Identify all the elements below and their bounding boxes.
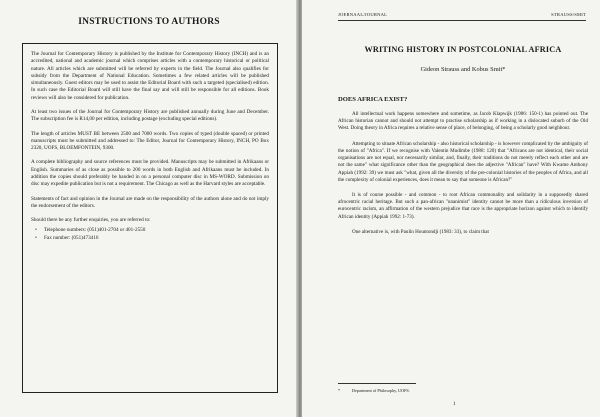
right-page (302, 0, 600, 417)
instructions-paragraph-6: Should there be any further enquiries, you are referred to: (31, 217, 151, 224)
left-page (0, 0, 298, 417)
footnote-rule (338, 383, 416, 384)
instructions-paragraph-5: Statements of fact and opinion in the Journal are made on the responsibility of the authors alone and do not imply the endorsement of the editors. (31, 195, 269, 209)
contact-item-fax (35, 235, 269, 243)
footnote-mark: * (338, 388, 341, 393)
page-number: 1 (453, 402, 456, 407)
body-paragraph-2: Attempting to situate African scholarship - also historical scholarship - is however complicated by the ambiguity of the notion of "Africa". If we recognise with Valentin Mudimbe (1988: 120) that "Africans are not identical, their social organisations are not equal, nor necessarily similar, and, finally, their traditions do not merely reflect each other and are not the same" what significance other than the geographical does the adjective "African" have? With Kwame Anthony Appiah (1992: 39) we must ask "what, given all the diversity of the pre-colonial histories of the peoples of Africa, and all the complexity of colonial experiences, does it mean to say that someone is African?" (338, 140, 588, 183)
instructions-title: INSTRUCTIONS TO AUTHORS (78, 17, 220, 27)
running-header-left: JOERNAAL/JOURNAL (338, 12, 388, 17)
body-paragraph-4: One alternative is, with Paulin Hountondji (1983: 33), to claim that (352, 228, 489, 235)
instructions-paragraph-3: The length of articles MUST BE between 2500 and 7000 words. Two copies of typed (double spaced) or printed manuscripts must be submitted and addressed to: The Editor, Journal for Contemporary History, INCH, PO Box 2320, UOFS, BLOEMFONTEIN, 9300. (31, 130, 269, 152)
running-header-right: STRAUSS/SMIT (551, 12, 586, 17)
instructions-paragraph-1: The Journal for Contemporary History is published by the Institute for Contemporary History (INCH) and is an accredited, national and academic journal which comprises articles with a contemporary historical or political nature. All articles which are submitted will be referred by experts in the field. The Journal also qualifies for subsidy from the Department of National Education. Sometimes a few related articles will be published simultaneously. Guest editors may be used to assist the Editorial Board with such a targeted (specialised) edition. In such case the Editorial Board will still have the final say and will still be responsible for all editions. Book reviews will also be considered for publication. (31, 51, 269, 101)
instructions-box (22, 43, 278, 393)
instructions-paragraph-2: At least two issues of the Journal for Contemporary History are published annually during June and December. The subscription fee is R14,00 per edition, including postage (excluding special editions). (31, 108, 269, 123)
footnote-text: Department of Philosophy, UOFS. (352, 388, 410, 393)
bullet-icon: • (35, 227, 37, 234)
telephone-text: Telephone numbers: (051)401-2704 or 401-2550 (44, 227, 146, 234)
body-paragraph-1: All intellectual work happens somewhere and sometime, as Jacob Klapwijk (1986: 150-1) has pointed out. The African historian cannot and should not attempt to practise scholarship as if working in a dislocated suburb of the Old West. Doing theory in Africa requires a relative sense of place, of belonging, of being a scholarly good neighbour. (338, 111, 588, 132)
contact-list (35, 227, 269, 242)
body-paragraph-3: It is of course possible - and common - to root African commonality and solidarity in a supposedly shared afrocentric racial heritage. But such a pan-african "unanimist" identity cannot be more than a ridiculous inversion of eurocentric racism, an affirmation of the western prejudice that race is the appropriate horizon against which to identify African identity (Appiah 1992: 1-73). (338, 191, 588, 220)
article-body (338, 111, 588, 244)
footnote (338, 388, 410, 393)
contact-item-telephone (35, 227, 269, 235)
instructions-paragraph-4: A complete bibliography and source references must be provided. Manuscripts may be submitted in Afrikaans or English. Summaries of as close as possible to 200 words in both English and Afrikaans must be included. In addition the copies should preferably be handed in on a personal computer disc in MS-WORD. Submission on disc may expedite publication but is not a requirement. The Chicago as well as the Harvard styles are acceptable. (31, 159, 269, 188)
header-rule (338, 20, 586, 21)
article-authors: Gideon Strauss and Kobus Smit* (420, 66, 506, 73)
bullet-icon: • (35, 234, 37, 241)
section-heading: DOES AFRICA EXIST? (338, 96, 408, 103)
fax-text: Fax number: (051)473416 (44, 234, 99, 241)
article-title: WRITING HISTORY IN POSTCOLONIAL AFRICA (364, 45, 562, 54)
